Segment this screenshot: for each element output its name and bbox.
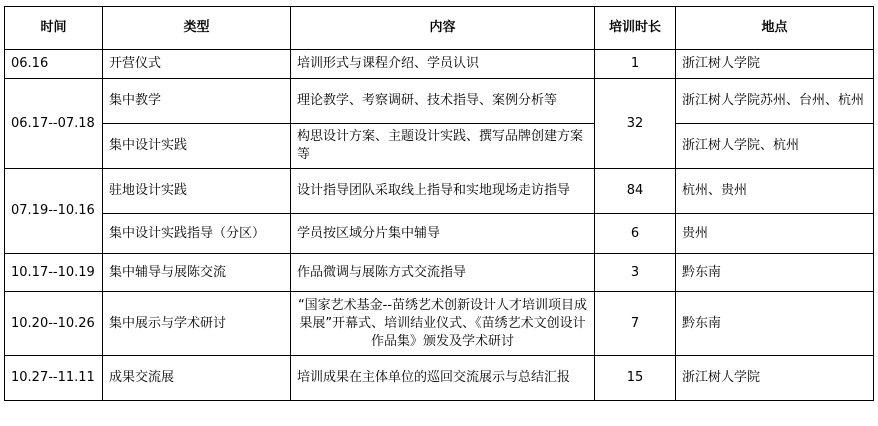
hours-cell: 3 (595, 254, 676, 292)
type-cell: 集中教学 (103, 79, 291, 124)
type-cell: 集中辅导与展陈交流 (103, 254, 291, 292)
time-cell: 06.16 (5, 50, 103, 79)
table-row (5, 292, 874, 356)
type-cell: 驻地设计实践 (103, 169, 291, 214)
table-row (5, 214, 874, 254)
header-hours: 培训时长 (595, 7, 676, 50)
content-cell: 作品微调与展陈方式交流指导 (291, 254, 595, 292)
header-row (5, 7, 874, 50)
content-cell: 培训形式与课程介绍、学员认识 (291, 50, 595, 79)
type-cell: 开营仪式 (103, 50, 291, 79)
hours-cell: 6 (595, 214, 676, 254)
table-row (5, 79, 874, 124)
hours-cell: 7 (595, 292, 676, 356)
hours-cell: 32 (595, 79, 676, 169)
content-cell: 学员按区域分片集中辅导 (291, 214, 595, 254)
table-row (5, 169, 874, 214)
content-cell: 理论教学、考察调研、技术指导、案例分析等 (291, 79, 595, 124)
location-cell: 浙江树人学院、杭州 (676, 124, 874, 169)
time-cell: 06.17--07.18 (5, 79, 103, 169)
content-cell: 设计指导团队采取线上指导和实地现场走访指导 (291, 169, 595, 214)
time-cell: 10.17--10.19 (5, 254, 103, 292)
table-row (5, 254, 874, 292)
content-cell: 构思设计方案、主题设计实践、撰写品牌创建方案等 (291, 124, 595, 169)
hours-cell: 1 (595, 50, 676, 79)
type-cell: 成果交流展 (103, 356, 291, 401)
location-cell: 黔东南 (676, 254, 874, 292)
time-cell: 10.20--10.26 (5, 292, 103, 356)
header-content: 内容 (291, 7, 595, 50)
location-cell: 浙江树人学院 (676, 356, 874, 401)
training-schedule-table (4, 6, 874, 401)
type-cell: 集中展示与学术研讨 (103, 292, 291, 356)
content-cell: “国家艺术基金--苗绣艺术创新设计人才培训项目成果展”开幕式、培训结业仪式、《苗绣艺术文创设计作品集》颁发及学术研讨 (291, 292, 595, 356)
type-cell: 集中设计实践 (103, 124, 291, 169)
table-row (5, 356, 874, 401)
hours-cell: 15 (595, 356, 676, 401)
location-cell: 贵州 (676, 214, 874, 254)
hours-cell: 84 (595, 169, 676, 214)
location-cell: 杭州、贵州 (676, 169, 874, 214)
header-location: 地点 (676, 7, 874, 50)
location-cell: 黔东南 (676, 292, 874, 356)
table-row (5, 50, 874, 79)
header-type: 类型 (103, 7, 291, 50)
content-cell: 培训成果在主体单位的巡回交流展示与总结汇报 (291, 356, 595, 401)
time-cell: 10.27--11.11 (5, 356, 103, 401)
table-row (5, 124, 874, 169)
type-cell: 集中设计实践指导（分区） (103, 214, 291, 254)
location-cell: 浙江树人学院苏州、台州、杭州 (676, 79, 874, 124)
header-time: 时间 (5, 7, 103, 50)
location-cell: 浙江树人学院 (676, 50, 874, 79)
time-cell: 07.19--10.16 (5, 169, 103, 254)
